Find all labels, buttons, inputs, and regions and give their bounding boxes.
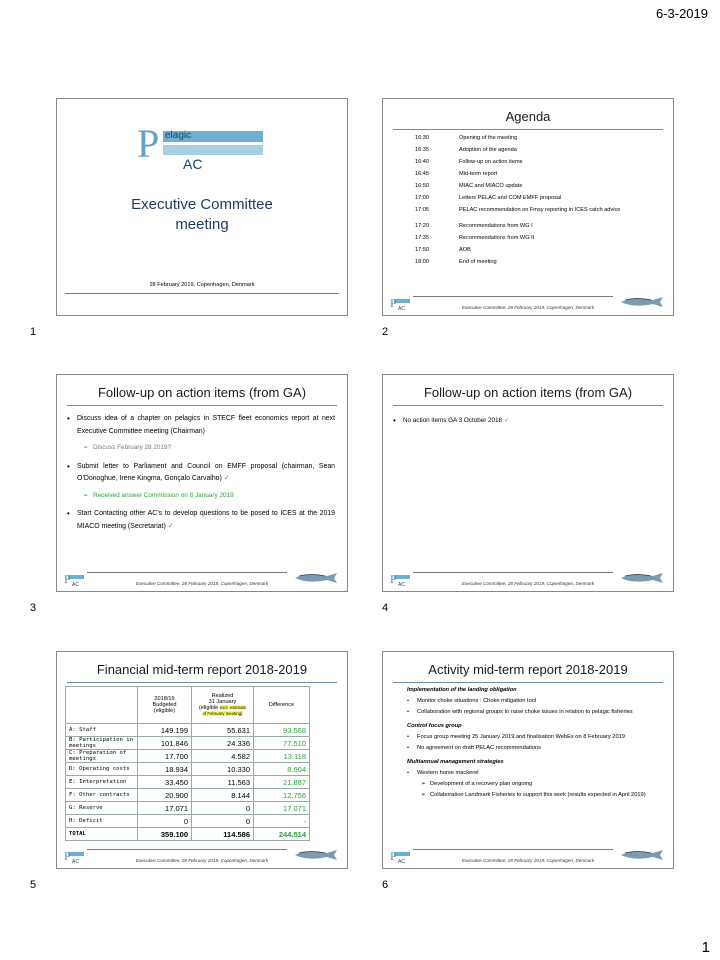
table-row [66, 724, 310, 737]
agenda-item: Mid-term report [459, 171, 498, 177]
page-date: 6-3-2019 [655, 6, 708, 21]
cell-difference: 21.887 [254, 776, 310, 789]
cell-difference: 93.568 [254, 724, 310, 737]
agenda-time: 16:40 [415, 159, 429, 165]
agenda-time: 17:05 [415, 207, 429, 213]
slide-number: 1 [30, 326, 37, 338]
agenda-row [415, 159, 659, 171]
slide-title: Agenda [505, 109, 551, 124]
agenda-row [415, 259, 659, 271]
slide-number: 4 [382, 602, 389, 614]
agenda-time: 17:35 [415, 235, 429, 241]
table-row [66, 750, 310, 763]
table-row [66, 815, 310, 828]
agenda-item: Recommendations from WG I [459, 223, 533, 229]
svg-text:P: P [64, 572, 71, 586]
meeting-date: 28 February 2019, Copenhagen, Denmark [149, 282, 255, 288]
sub-item: ➢ Received answer Commission on 8 January 2019 [83, 491, 234, 499]
table-total-row: TOTAL 359.100 114.586 244.514 [66, 828, 310, 841]
cell-budgeted: 20.900 [138, 789, 192, 802]
agenda-row [415, 195, 659, 207]
action-items-list [393, 415, 661, 432]
agenda-time: 18:00 [415, 259, 429, 265]
cell-budgeted: 17.700 [138, 750, 192, 763]
cell-difference: 8.604 [254, 763, 310, 776]
cell-realized: 55.631 [192, 724, 254, 737]
check-icon: ✓ [223, 475, 230, 482]
slide-number: 2 [382, 326, 389, 338]
section-heading: Control focus group [407, 723, 462, 729]
cell-budgeted: 18.934 [138, 763, 192, 776]
agenda-time: 17:20 [415, 223, 429, 229]
agenda-time: 17:00 [415, 195, 429, 201]
title-underline [393, 682, 663, 683]
slide-title: Financial mid-term report 2018-2019 [96, 662, 308, 677]
col-budgeted: 2018/19 Budgeted (eligible) [138, 687, 192, 724]
agenda-row [415, 207, 659, 223]
agenda-item: PELAC recommendation on Fmsy reporting in ICES catch advice [459, 207, 621, 213]
cell-budgeted: 149.199 [138, 724, 192, 737]
list-item: • Start Contacting other AC’s to develop questions to be posed to ICES at the 2019 MIACO meeting (Secretariat) ✓ [67, 509, 335, 530]
agenda-item: Follow-up on action items [459, 159, 523, 165]
cell-label: D: Operating costs [66, 763, 138, 776]
cell-budgeted: 101.846 [138, 737, 192, 750]
mackerel-fish-icon [293, 848, 341, 862]
action-items-list [67, 413, 335, 537]
agenda-list [415, 135, 659, 271]
slide-2 [382, 98, 674, 316]
cell-difference: 13.118 [254, 750, 310, 763]
agenda-item: AOB [459, 247, 471, 253]
agenda-item: Recommendations from WG II [459, 235, 535, 241]
cell-label: H: Deficit [66, 815, 138, 828]
cell-label: A: Staff [66, 724, 138, 737]
cell-difference: - [254, 815, 310, 828]
slide-4 [382, 374, 674, 592]
cell-realized: 10.330 [192, 763, 254, 776]
divider [65, 293, 339, 294]
svg-text:AC: AC [72, 582, 79, 587]
footer-text: Executive Committee, 28 February 2019, Copenhagen, Denmark [135, 858, 269, 863]
cell-budgeted: 17.071 [138, 802, 192, 815]
agenda-row [415, 183, 659, 195]
svg-text:AC: AC [398, 306, 405, 311]
svg-text:P: P [390, 849, 397, 863]
agenda-row [415, 147, 659, 159]
cell-budgeted: 33.450 [138, 776, 192, 789]
activity-list [407, 686, 661, 802]
slide-footer [61, 844, 343, 866]
check-icon: ✓ [167, 522, 174, 530]
mackerel-fish-icon [619, 295, 667, 309]
agenda-time: 16:50 [415, 183, 429, 189]
slide-number: 3 [30, 602, 37, 614]
footer-text: Executive Committee, 28 February 2019, Copenhagen, Denmark [461, 305, 595, 310]
cell-realized: 4.582 [192, 750, 254, 763]
agenda-row [415, 171, 659, 183]
list-item: • Collaboration with regional groups to raise choke issues in relation to pelagic fisheries [407, 709, 633, 715]
agenda-item: End of meeting [459, 259, 497, 265]
slide-5 [56, 651, 348, 869]
slide-footer [387, 291, 669, 313]
table-row [66, 802, 310, 815]
agenda-item: Opening of the meeting [459, 135, 518, 141]
slide-6 [382, 651, 674, 869]
svg-text:P: P [64, 849, 71, 863]
mackerel-fish-icon [293, 571, 341, 585]
agenda-item: Adoption of the agenda [459, 147, 517, 153]
title-underline [67, 682, 337, 683]
cell-realized: 0 [192, 802, 254, 815]
list-item: • Discuss idea of a chapter on pelagics in STECF fleet economics report at next Executive Committee meeting (Chairman) [67, 414, 335, 435]
cell-realized: 11.563 [192, 776, 254, 789]
cell-realized: 0 [192, 815, 254, 828]
list-item: • No action items GA 3 October 2018 ✓ [393, 416, 510, 425]
title-underline [393, 405, 663, 406]
pelagic-ac-logo [133, 117, 269, 177]
svg-text:AC: AC [72, 859, 79, 864]
svg-text:P: P [390, 572, 397, 586]
agenda-row [415, 235, 659, 247]
svg-text:AC: AC [398, 582, 405, 587]
cell-realized: 8.144 [192, 789, 254, 802]
svg-text:AC: AC [398, 859, 405, 864]
slide-3 [56, 374, 348, 592]
sub-item: ➢ Collaboration Landmark Fisheries to support this work (results expected in April 2019) [421, 792, 646, 798]
footer-text: Executive Committee, 28 February 2019, Copenhagen, Denmark [461, 858, 595, 863]
col-realized: Realized 31 January (eligible excl. estimate of February meeting) [192, 687, 254, 724]
agenda-time: 17:50 [415, 247, 429, 253]
agenda-item: MIAC and MIACO update [459, 183, 523, 189]
list-item: • Western horse mackerel [407, 770, 479, 776]
slide-1 [56, 98, 348, 316]
cell-label: B: Participation in meetings [66, 737, 138, 750]
table-header-row [66, 687, 310, 724]
svg-text:P: P [137, 121, 160, 166]
table-row [66, 776, 310, 789]
table-row [66, 763, 310, 776]
cell-difference: 12.756 [254, 789, 310, 802]
slide-title: Follow-up on action items (from GA) [97, 385, 307, 400]
slide-footer [387, 844, 669, 866]
agenda-row [415, 135, 659, 147]
slide-title: Activity mid-term report 2018-2019 [428, 662, 628, 677]
cell-label: C: Preparation of meetings [66, 750, 138, 763]
table-row [66, 737, 310, 750]
page-number: 1 [701, 939, 710, 956]
slide-footer [387, 567, 669, 589]
slide-number: 6 [382, 879, 389, 891]
svg-text:P: P [390, 296, 397, 310]
cell-label: G: Reserve [66, 802, 138, 815]
check-icon: ✓ [503, 417, 510, 424]
title-underline [393, 129, 663, 130]
cell-label: F: Other contracts [66, 789, 138, 802]
title-underline [67, 405, 337, 406]
list-item: • Focus group meeting 25 January 2019 and finalisation WebEx on 8 February 2019 [407, 734, 625, 740]
section-heading: Multiannual management strategies [407, 759, 504, 765]
cell-budgeted: 0 [138, 815, 192, 828]
slide-title: Follow-up on action items (from GA) [423, 385, 633, 400]
slide-footer [61, 567, 343, 589]
logo-text: elagic [165, 130, 192, 141]
sub-item: ➢ Development of a recovery plan ongoing [421, 781, 533, 787]
agenda-time: 16:45 [415, 171, 429, 177]
mackerel-fish-icon [619, 848, 667, 862]
cell-realized: 24.336 [192, 737, 254, 750]
list-item: • Monitor choke situations : Choke mitigation tool [407, 698, 537, 704]
financial-table [65, 686, 310, 841]
cell-difference: 17.071 [254, 802, 310, 815]
list-item: • Submit letter to Parliament and Council on EMFF proposal (chairman, Sean O’Donoghue, Irene Kingma, Gonçalo Carvalho) ✓ [67, 461, 335, 482]
col-difference: Difference [254, 687, 310, 724]
agenda-row [415, 247, 659, 259]
sub-item: ➢ Discuss February 28 2019? [83, 444, 172, 451]
footer-text: Executive Committee, 28 February 2019, Copenhagen, Denmark [135, 581, 269, 586]
mackerel-fish-icon [619, 571, 667, 585]
cell-difference: 77.510 [254, 737, 310, 750]
slide-number: 5 [30, 879, 37, 891]
agenda-time: 16:30 [415, 135, 429, 141]
logo-ac: AC [183, 156, 203, 172]
list-item: • No agreement on draft PELAC recommendations [407, 745, 541, 751]
table-row [66, 789, 310, 802]
agenda-row [415, 223, 659, 235]
slide-title: Executive Committee meeting [131, 196, 273, 233]
agenda-time: 16:35 [415, 147, 429, 153]
section-heading: Implementation of the landing obligation [407, 687, 517, 693]
footer-text: Executive Committee, 28 February 2019, Copenhagen, Denmark [461, 581, 595, 586]
cell-label: E: Interpretation [66, 776, 138, 789]
agenda-item: Letters PELAC and COM EMFF proposal [459, 195, 562, 201]
